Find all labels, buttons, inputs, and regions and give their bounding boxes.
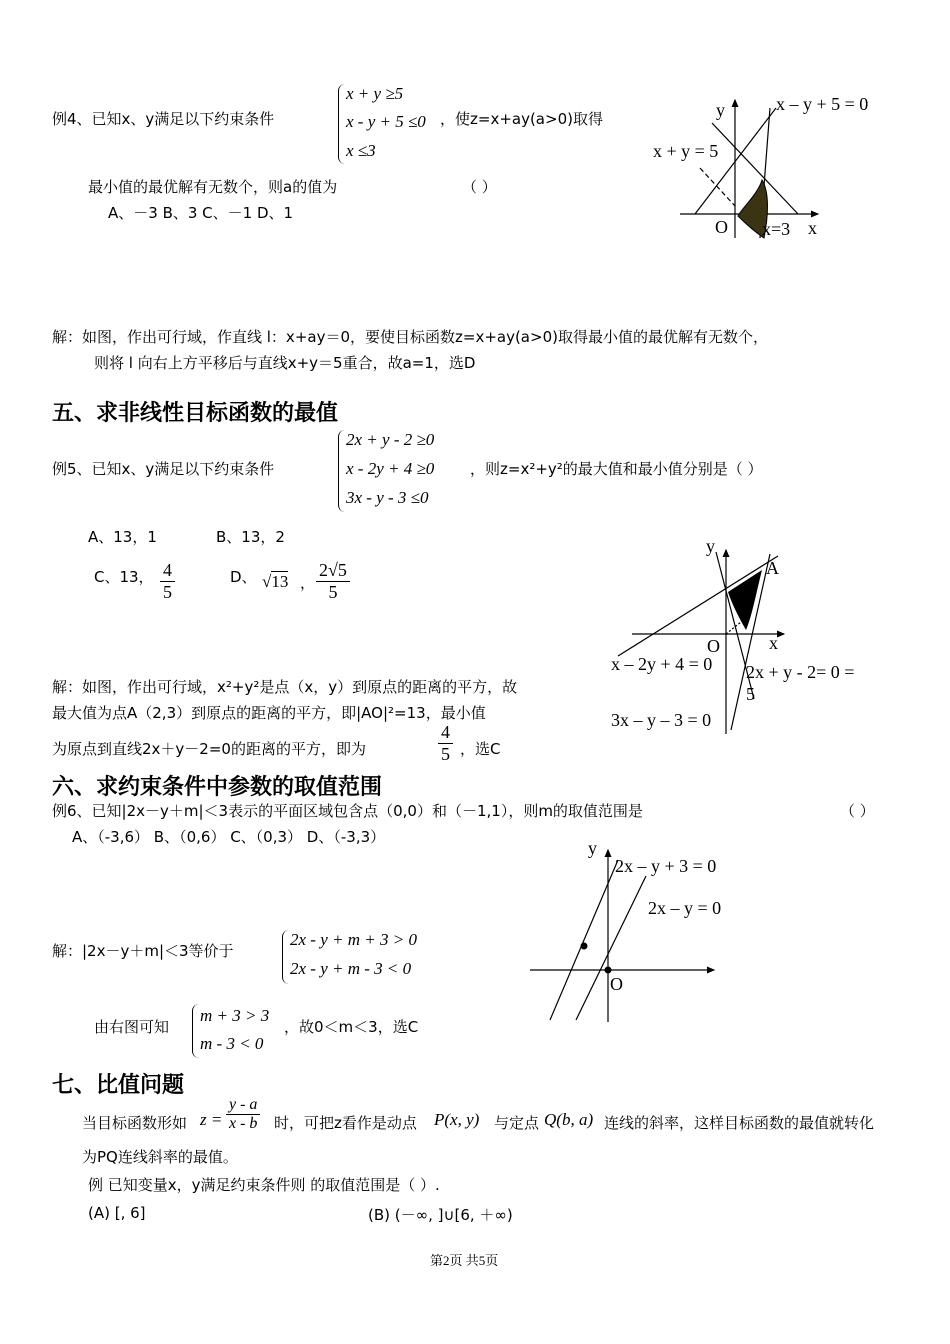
ex4-brace: [338, 84, 345, 164]
ex5-constraint-2: x - 2y + 4 ≥0: [346, 459, 435, 478]
point-a-label: A: [766, 558, 779, 578]
ratio-example: 例 已知变量x，y满足约束条件则 的取值范围是（ ）.: [88, 1176, 440, 1194]
ratio-option-b: (B) (－∞, ]∪[6, ＋∞): [368, 1206, 513, 1224]
x-label: x: [769, 633, 778, 653]
ex6-graph: [528, 836, 768, 1026]
line-label-2b: 5: [746, 684, 755, 704]
ex5-constraint-1: 2x + y - 2 ≥0: [346, 430, 435, 449]
ex5-constraint-3: 3x - y - 3 ≤0: [346, 488, 429, 507]
ex4-constraint-1: x + y ≥5: [346, 84, 404, 103]
ex6-constraint-1: 2x - y + m + 3 > 0: [290, 930, 417, 949]
ex5-option-c: C、13，: [94, 568, 154, 586]
ratio-text-2: 时，可把z看作是动点: [274, 1114, 417, 1132]
ratio-point-q: Q(b, a): [544, 1110, 594, 1129]
ex4-tail: ，使z=x+ay(a>0)取得: [440, 110, 603, 128]
ex6-condition-2: m - 3 < 0: [200, 1034, 264, 1053]
ex5-brace: [338, 430, 345, 512]
ex5-solution-fraction: $\frac{4}{5}$: [438, 722, 453, 765]
ex5-option-d-fraction: $\frac{2√5}{5}$: [316, 560, 350, 603]
ex5-solution-2: 最大值为点A（2,3）到原点的距离的平方，即|AO|²=13，最小值: [52, 704, 486, 722]
line-label-2: x + y = 5: [653, 141, 719, 161]
ex6-condition-1: m + 3 > 3: [200, 1006, 270, 1025]
ex5-option-b: B、13，2: [216, 528, 285, 546]
origin-label: O: [715, 217, 728, 237]
ex6-options: A、（-3,6） B、（0,6） C、（0,3） D、（-3,3）: [72, 828, 386, 846]
ex4-solution-1: 解：如图，作出可行域，作直线 l：x+ay＝0，要使目标函数z=x+ay(a>0)取得最小值的最优解有无数个，: [52, 328, 768, 346]
ex6-brace-2: [192, 1004, 199, 1058]
ex5-tail: ，则z=x²+y²的最大值和最小值分别是（ ）: [470, 460, 763, 478]
ex5-option-d-sep: ，: [300, 574, 316, 592]
ratio-text-1: 当目标函数形如: [82, 1114, 188, 1132]
line-label-2: 2x + y - 2= 0 =: [746, 662, 855, 682]
ratio-text-3: 与定点: [494, 1114, 540, 1132]
ex6-solution-1: 解：|2x－y＋m|＜3等价于: [52, 942, 234, 960]
ratio-z: z =: [200, 1110, 223, 1129]
ratio-text-5: 为PQ连线斜率的最值。: [82, 1148, 238, 1166]
ex5-graph: [606, 534, 906, 734]
section-7-title: 七、比值问题: [52, 1073, 185, 1098]
line-label-1: 2x – y + 3 = 0: [615, 856, 717, 876]
y-label: y: [706, 536, 715, 556]
section-5-title: 五、求非线性目标函数的最值: [52, 401, 339, 426]
y-label: y: [588, 838, 597, 858]
ex6-intro: 例6、已知|2x－y＋m|＜3表示的平面区域包含点（0,0）和（－1,1），则m的取值范围是: [52, 802, 643, 820]
ex5-solution-tail: ，选C: [460, 740, 501, 758]
ratio-option-a: (A) [, 6]: [88, 1204, 146, 1222]
ratio-point-p: P(x, y): [434, 1110, 480, 1129]
ex4-solution-2: 则将 l 向右上方平移后与直线x+y＝5重合，故a=1，选D: [94, 354, 476, 372]
ex4-intro: 例4、已知x、y满足以下约束条件: [52, 110, 275, 128]
ex4-constraint-3: x ≤3: [346, 141, 376, 160]
point-origin: [605, 967, 612, 974]
ratio-text-4: 连线的斜率，这样目标函数的最值就转化: [604, 1114, 875, 1132]
line-label-1: x – 2y + 4 = 0: [611, 654, 713, 674]
ex4-graph: [640, 88, 900, 248]
line-label-2: 2x – y = 0: [648, 898, 722, 918]
ex6-brace-1: [282, 930, 289, 984]
ex5-solution-3: 为原点到直线2x＋y－2=0的距离的平方，即为: [52, 740, 366, 758]
ex5-option-a: A、13，1: [88, 528, 157, 546]
ex6-constraint-2: 2x - y + m - 3 < 0: [290, 959, 412, 978]
ex5-intro: 例5、已知x、y满足以下约束条件: [52, 460, 275, 478]
ratio-fraction: $\frac{y - a}{x - b}$: [226, 1096, 260, 1133]
page-footer: 第2页 共5页: [430, 1253, 499, 1268]
line-label-3: x=3: [762, 219, 791, 239]
ex5-option-c-fraction: $\frac{4}{5}$: [160, 560, 175, 603]
ex4-answer-paren: （ ）: [462, 178, 497, 196]
line-x-minus-2y-plus-4: [618, 556, 778, 656]
point-minus1-1: [581, 943, 588, 950]
origin-label: O: [610, 974, 623, 994]
ex6-solution-tail: ，故0＜m＜3，选C: [284, 1018, 419, 1036]
ex5-option-d-sqrt: √13: [262, 572, 289, 591]
line-label-3: 3x – y – 3 = 0: [611, 710, 712, 730]
origin-label: O: [707, 636, 720, 656]
ex6-answer-paren: （ ）: [840, 802, 875, 820]
ex5-solution-1: 解：如图，作出可行域，x²+y²是点（x，y）到原点的距离的平方，故: [52, 678, 518, 696]
ex6-solution-2: 由右图可知: [94, 1018, 170, 1036]
feasible-region: [728, 570, 762, 630]
line-label-1: x – y + 5 = 0: [776, 94, 869, 114]
y-label: y: [716, 100, 725, 120]
ex4-options: A、－3 B、3 C、－1 D、1: [108, 204, 294, 222]
x-label: x: [808, 218, 817, 238]
section-6-title: 六、求约束条件中参数的取值范围: [52, 775, 383, 800]
ex4-constraint-2: x - y + 5 ≤0: [346, 112, 426, 131]
ex4-question: 最小值的最优解有无数个，则a的值为: [88, 178, 338, 196]
ex5-option-d: D、: [230, 568, 257, 586]
